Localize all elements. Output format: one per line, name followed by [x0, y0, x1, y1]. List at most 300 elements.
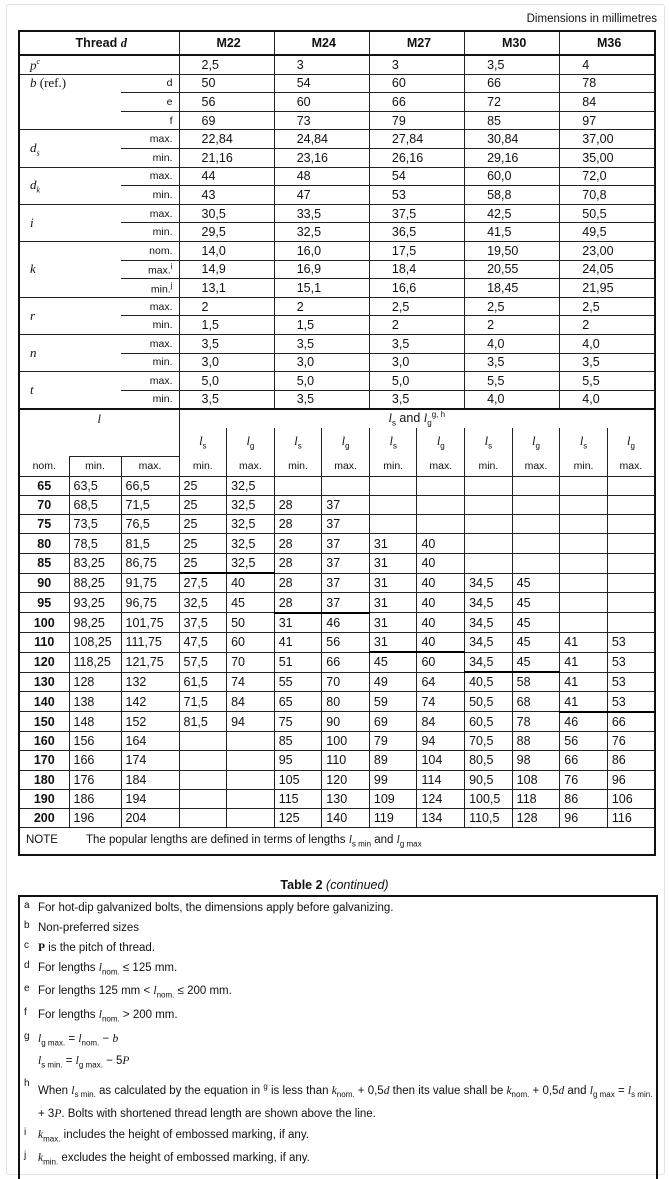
value-cell	[560, 534, 608, 553]
nom-cell: 180	[19, 770, 69, 789]
table-row	[19, 167, 655, 186]
nom-cell: 65	[19, 476, 69, 495]
footnote-text: + 0,5	[529, 1085, 559, 1098]
value-cell: 28	[274, 515, 322, 534]
footnotes-box	[18, 895, 658, 1179]
value-cell: 37,5	[179, 613, 227, 633]
value-cell: 105	[274, 770, 322, 789]
value-cell: 76	[607, 731, 655, 750]
sub-label: max.	[121, 297, 179, 316]
footnote-bold: P	[38, 942, 46, 954]
value-cell	[560, 495, 608, 514]
value-cell: 53	[607, 692, 655, 712]
value-cell: 97	[560, 111, 655, 130]
note-ls-sub: s min	[351, 839, 372, 849]
footnote-key: a	[24, 900, 30, 911]
value-cell: 34,5	[465, 593, 513, 613]
value-cell: 18,4	[369, 260, 464, 279]
ls-sub: s	[391, 418, 396, 428]
length-row	[19, 731, 655, 750]
value-cell: 61,5	[179, 672, 227, 692]
footnote-c	[20, 940, 656, 957]
ls-lg-header	[179, 409, 655, 428]
value-cell: 5,0	[179, 372, 274, 391]
nom-cell: 110	[19, 632, 69, 652]
length-row	[19, 573, 655, 593]
value-cell: 47,5	[179, 632, 227, 652]
value-cell: 23,16	[274, 148, 369, 167]
value-cell: 41	[560, 672, 608, 692]
value-cell: 43	[179, 186, 274, 205]
value-cell: 79	[369, 111, 464, 130]
value-cell: 3,5	[179, 334, 274, 353]
value-cell: 14,0	[179, 241, 274, 260]
ls-col-header	[465, 428, 513, 457]
col-label: max.	[512, 457, 560, 476]
value-cell: 68	[512, 692, 560, 712]
nom-cell: 130	[19, 672, 69, 692]
footnote-sup: g	[263, 1082, 268, 1092]
value-cell	[369, 495, 417, 514]
value-cell: 40	[227, 573, 275, 593]
label-text: d	[30, 139, 37, 155]
sub-label: max.	[121, 204, 179, 223]
value-cell: 41,5	[465, 223, 560, 242]
value-cell: 3,5	[274, 334, 369, 353]
label-text: i	[30, 214, 34, 230]
value-cell: 20,55	[465, 260, 560, 279]
nom-cell: 150	[19, 712, 69, 732]
sub-label: max.	[121, 334, 179, 353]
value-cell: 37	[322, 515, 370, 534]
sub-label: min.	[121, 186, 179, 205]
value-cell: 60,0	[465, 167, 560, 186]
value-cell: 32,5	[227, 515, 275, 534]
value-cell: 30,84	[465, 130, 560, 149]
col-label: min.	[369, 457, 417, 476]
value-cell: 16,6	[369, 279, 464, 298]
value-cell: 14,9	[179, 260, 274, 279]
param-label	[19, 204, 121, 241]
value-cell: 148	[69, 712, 121, 732]
value-cell: 1,5	[274, 316, 369, 335]
ls-symbol: l	[389, 434, 393, 449]
group-sup: g, h	[431, 410, 446, 420]
value-cell: 45	[369, 652, 417, 672]
value-cell	[179, 751, 227, 770]
value-cell: 66	[369, 93, 464, 112]
value-cell: 66	[607, 712, 655, 732]
value-cell: 50	[179, 74, 274, 93]
value-cell: 2,5	[465, 297, 560, 316]
value-cell: 40,5	[465, 672, 513, 692]
footnote-g	[20, 1030, 656, 1075]
value-cell: 55	[274, 672, 322, 692]
lg-sub: g	[427, 418, 432, 428]
value-cell: 84	[417, 712, 465, 732]
value-cell: 19,50	[465, 241, 560, 260]
value-cell: 56	[179, 93, 274, 112]
thread-var: d	[120, 35, 127, 50]
footnote-text: ≤ 200 mm.	[174, 985, 232, 998]
ls-sub: s	[583, 441, 588, 451]
value-cell: 32,5	[227, 534, 275, 553]
lg-symbol: l	[436, 434, 441, 449]
value-cell: 78	[512, 712, 560, 732]
value-cell: 28	[274, 495, 322, 514]
value-cell: 16,0	[274, 241, 369, 260]
footnote-symbol: l	[78, 1032, 82, 1045]
label-text: d	[30, 176, 37, 192]
table-row	[19, 204, 655, 223]
value-cell: 88	[512, 731, 560, 750]
value-cell: 60	[417, 652, 465, 672]
value-cell: 94	[227, 712, 275, 732]
ls-col-header	[274, 428, 322, 457]
lg-col-header	[227, 428, 275, 457]
value-cell: 51	[274, 652, 322, 672]
value-cell: 32,5	[227, 495, 275, 514]
value-cell: 70,8	[560, 186, 655, 205]
footnote-symbol: d	[383, 1085, 390, 1098]
dimensions-table	[18, 30, 656, 410]
footnote-text: =	[614, 1085, 628, 1098]
footnote-symbol: l	[98, 962, 102, 974]
footnote-key: j	[24, 1149, 27, 1161]
value-cell: 75	[274, 712, 322, 732]
value-cell: 31	[369, 593, 417, 613]
nom-cell: 120	[19, 652, 69, 672]
label-text: n	[30, 345, 37, 360]
footnote-sub: s min.	[41, 1060, 63, 1070]
footnote-sub: nom.	[81, 1038, 100, 1048]
value-cell: 164	[121, 731, 179, 750]
footnote-text: includes the height of embossed marking, if any.	[60, 1128, 309, 1141]
size-header-m30: M30	[465, 31, 560, 55]
value-cell: 28	[274, 534, 322, 553]
value-cell: 90,5	[465, 770, 513, 789]
sub-label: max.	[121, 130, 179, 149]
value-cell	[465, 495, 513, 514]
param-label: b (ref.)	[19, 74, 121, 130]
footnote-text: excludes the height of embossed marking, if any.	[58, 1151, 310, 1164]
col-label: min.	[274, 457, 322, 476]
table-row	[19, 297, 655, 316]
value-cell: 45	[512, 632, 560, 652]
length-row	[19, 652, 655, 672]
footnote-sub: s min.	[631, 1090, 653, 1100]
value-cell: 70,5	[465, 731, 513, 750]
length-row	[19, 809, 655, 828]
value-cell: 80	[322, 692, 370, 712]
value-cell: 70	[227, 652, 275, 672]
footnote-key: b	[24, 920, 30, 931]
footnote-sub: nom.	[101, 1013, 120, 1023]
value-cell: 41	[560, 692, 608, 712]
value-cell: 5,0	[369, 372, 464, 391]
lg-sub: g	[440, 441, 445, 451]
value-cell	[560, 593, 608, 613]
footnote-symbol: l	[38, 1032, 42, 1045]
value-cell: 96,75	[121, 593, 179, 613]
value-cell: 74	[417, 692, 465, 712]
value-cell: 5,5	[560, 372, 655, 391]
value-cell: 32,5	[227, 476, 275, 495]
value-cell: 37,5	[369, 204, 464, 223]
value-cell: 33,5	[274, 204, 369, 223]
footnote-text: For lengths	[38, 962, 99, 974]
sub-label: max.$^i$	[121, 260, 179, 279]
value-cell: 18,45	[465, 279, 560, 298]
value-cell: 120	[322, 770, 370, 789]
value-cell: 31	[274, 613, 322, 633]
value-cell: 31	[369, 613, 417, 633]
value-cell: 86	[607, 751, 655, 770]
value-cell: 29,5	[179, 223, 274, 242]
value-cell: 35,00	[560, 148, 655, 167]
value-cell: 109	[369, 789, 417, 808]
footnote-sub: nom.	[336, 1090, 355, 1100]
footnote-symbol: k	[38, 1151, 44, 1164]
value-cell: 2	[369, 316, 464, 335]
value-cell: 2,5	[179, 55, 274, 74]
value-cell: 3,5	[179, 390, 274, 409]
note-lg: l	[396, 834, 400, 847]
nom-cell: 85	[19, 553, 69, 573]
value-cell: 25	[179, 515, 227, 534]
value-cell: 204	[121, 809, 179, 828]
lg-sub: g	[249, 441, 255, 451]
value-cell: 90	[322, 712, 370, 732]
value-cell: 83,25	[69, 553, 121, 573]
value-cell: 86	[560, 789, 608, 808]
and-text: and	[399, 411, 421, 426]
value-cell: 124	[417, 789, 465, 808]
value-cell: 58,8	[465, 186, 560, 205]
note-text: The popular lengths are defined in terms of lengths	[85, 834, 349, 847]
footnote-e	[20, 983, 656, 1003]
value-cell: 1,5	[179, 316, 274, 335]
value-cell	[607, 495, 655, 514]
value-cell: 74	[227, 672, 275, 692]
ls-symbol: l	[388, 411, 392, 426]
value-cell: 128	[512, 809, 560, 828]
value-cell	[560, 476, 608, 495]
col-label: max.	[322, 457, 370, 476]
ls-col-header	[369, 428, 417, 457]
footnote-j	[20, 1150, 656, 1170]
param-label	[19, 297, 121, 334]
value-cell: 108,25	[69, 632, 121, 652]
value-cell: 66	[560, 751, 608, 770]
footnote-symbol: l	[75, 1055, 79, 1068]
value-cell	[465, 553, 513, 573]
nom-cell: 160	[19, 731, 69, 750]
value-cell: 40	[417, 632, 465, 652]
footnote-sub: s min.	[74, 1090, 96, 1100]
value-cell: 45	[512, 573, 560, 593]
nom-cell: 100	[19, 613, 69, 633]
value-cell	[607, 476, 655, 495]
sub-sup: j	[170, 280, 173, 290]
value-cell: 34,5	[465, 632, 513, 652]
value-cell: 2	[274, 297, 369, 316]
value-cell: 194	[121, 789, 179, 808]
value-cell: 5,5	[465, 372, 560, 391]
footnote-text: Non-preferred sizes	[38, 922, 139, 934]
value-cell: 27,5	[179, 573, 227, 593]
value-cell: 47	[274, 186, 369, 205]
value-cell: 63,5	[69, 476, 121, 495]
ls-symbol: l	[294, 434, 298, 449]
sub-label: min.	[121, 316, 179, 335]
lg-symbol: l	[341, 434, 346, 449]
value-cell: 98,25	[69, 613, 121, 633]
value-cell	[179, 731, 227, 750]
param-label	[19, 130, 121, 167]
value-cell: 2	[179, 297, 274, 316]
length-row	[19, 613, 655, 633]
value-cell: 196	[69, 809, 121, 828]
value-cell	[560, 573, 608, 593]
value-cell: 16,9	[274, 260, 369, 279]
footnote-text: is less than	[267, 1085, 332, 1098]
value-cell: 53	[369, 186, 464, 205]
lg-symbol: l	[423, 411, 428, 426]
ls-sub: s	[202, 441, 207, 451]
value-cell: 152	[121, 712, 179, 732]
value-cell	[512, 476, 560, 495]
sub-label: e	[121, 93, 179, 112]
footnote-text: + 3	[38, 1107, 55, 1120]
value-cell	[369, 515, 417, 534]
value-cell: 37	[322, 495, 370, 514]
value-cell: 69	[369, 712, 417, 732]
ls-symbol: l	[199, 434, 203, 449]
param-label	[19, 167, 121, 204]
l-header: l	[19, 409, 179, 428]
value-cell: 34,5	[465, 573, 513, 593]
value-cell: 80,5	[465, 751, 513, 770]
value-cell: 32,5	[274, 223, 369, 242]
footnote-key: i	[24, 1126, 27, 1138]
value-cell: 3	[369, 55, 464, 74]
value-cell	[179, 789, 227, 808]
length-row	[19, 751, 655, 770]
value-cell: 45	[512, 652, 560, 672]
value-cell: 78	[560, 74, 655, 93]
value-cell: 56	[560, 731, 608, 750]
value-cell: 99	[369, 770, 417, 789]
value-cell	[417, 476, 465, 495]
value-cell: 111,75	[121, 632, 179, 652]
footnote-sub: g max.	[41, 1038, 66, 1048]
value-cell: 31	[369, 534, 417, 553]
value-cell: 3,5	[274, 390, 369, 409]
value-cell: 96	[560, 809, 608, 828]
sub-label: min.	[121, 148, 179, 167]
lg-col-header	[322, 428, 370, 457]
value-cell	[417, 495, 465, 514]
table-row	[19, 74, 655, 93]
value-cell: 100,5	[465, 789, 513, 808]
col-label: min.	[465, 457, 513, 476]
value-cell: 121,75	[121, 652, 179, 672]
value-cell: 2	[560, 316, 655, 335]
value-cell: 108	[512, 770, 560, 789]
value-cell: 2,5	[369, 297, 464, 316]
value-cell: 95	[274, 751, 322, 770]
sub-label: nom.	[121, 241, 179, 260]
value-cell: 27,84	[369, 130, 464, 149]
footnote-key: c	[24, 940, 29, 951]
footnote-symbol: l	[153, 985, 157, 998]
value-cell: 140	[322, 809, 370, 828]
value-cell: 60	[274, 93, 369, 112]
sub-label: min.	[121, 223, 179, 242]
value-cell: 100	[322, 731, 370, 750]
footnote-text: =	[62, 1055, 76, 1068]
value-cell: 25	[179, 534, 227, 553]
footnote-text: is the pitch of thread.	[45, 942, 155, 954]
blank	[19, 428, 179, 457]
footnote-text: + 0,5	[354, 1085, 384, 1098]
label-sup: c	[36, 56, 41, 66]
value-cell	[607, 534, 655, 553]
value-cell: 37,00	[560, 130, 655, 149]
value-cell	[179, 770, 227, 789]
footnote-text: − 5	[102, 1055, 123, 1068]
length-row	[19, 553, 655, 573]
value-cell: 60,5	[465, 712, 513, 732]
table-row	[19, 334, 655, 353]
value-cell	[369, 476, 417, 495]
param-label	[19, 55, 179, 74]
value-cell: 104	[417, 751, 465, 770]
sub-label: f	[121, 111, 179, 130]
value-cell: 34,5	[465, 613, 513, 633]
value-cell: 72	[465, 93, 560, 112]
value-cell: 58	[512, 672, 560, 692]
value-cell: 17,5	[369, 241, 464, 260]
value-cell: 31	[369, 553, 417, 573]
sub-label: min.	[121, 390, 179, 409]
value-cell: 48	[274, 167, 369, 186]
length-row	[19, 515, 655, 534]
footnote-i	[20, 1127, 656, 1147]
value-cell: 25	[179, 476, 227, 495]
value-cell	[607, 593, 655, 613]
value-cell	[560, 515, 608, 534]
value-cell	[227, 751, 275, 770]
footnote-text: When	[38, 1085, 72, 1098]
value-cell: 119	[369, 809, 417, 828]
nom-cell: 80	[19, 534, 69, 553]
thread-header	[19, 31, 179, 55]
value-cell: 3,0	[179, 353, 274, 372]
value-cell: 138	[69, 692, 121, 712]
value-cell: 5,0	[274, 372, 369, 391]
value-cell	[512, 495, 560, 514]
value-cell	[560, 613, 608, 633]
value-cell: 13,1	[179, 279, 274, 298]
value-cell: 118,25	[69, 652, 121, 672]
footnote-sub: max.	[43, 1133, 61, 1143]
nom-cell: 95	[19, 593, 69, 613]
size-header-m36: M36	[560, 31, 655, 55]
length-row	[19, 789, 655, 808]
value-cell: 54	[274, 74, 369, 93]
